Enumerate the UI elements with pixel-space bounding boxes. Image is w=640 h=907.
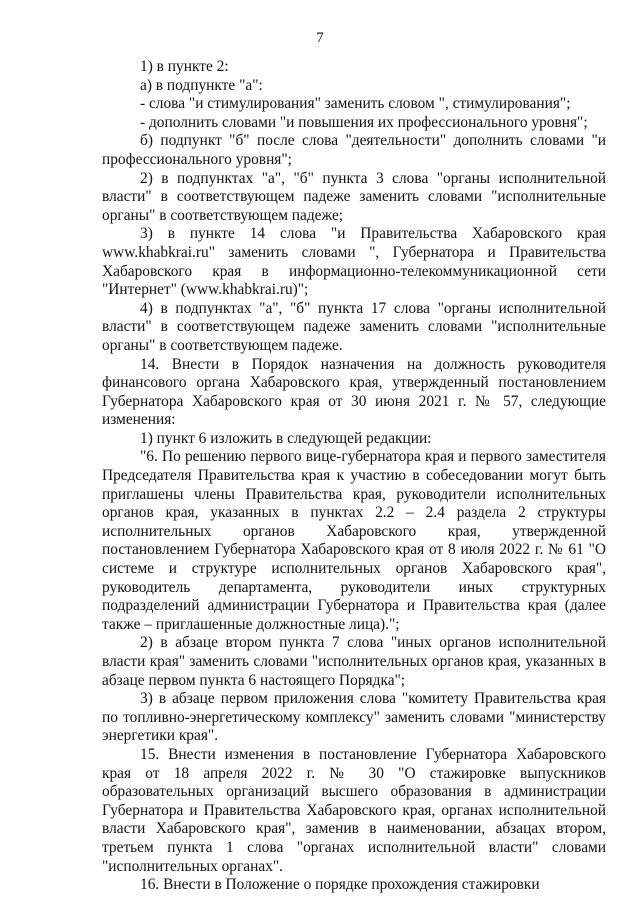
paragraph-9: 14. Внести в Порядок назначения на должность руководителя финансового органа Хабаровского края, утвержденный постановлением Губернатора Хабаровского края от 30 июня 2021 г. № 57, следующие изменения: (102, 355, 606, 429)
paragraph-13: 3) в абзаце первом приложения слова "комитету Правительства края по топливно-энергетическому комплексу" заменить словами "министерству энергетики края". (102, 690, 606, 745)
page-number: 7 (316, 30, 324, 46)
paragraph-10: 1) пункт 6 изложить в следующей редакции: (140, 429, 432, 447)
paragraph-7: 3) в пункте 14 слова "и Правительства Хабаровского края www.khabkrai.ru" заменить словами ", Губернатора и Правительства Хабаровского края в информационно-телекоммуникационной сети "Интернет" (www.khabkrai.ru)"; (102, 225, 606, 299)
paragraph-5: б) подпункт "б" после слова "деятельности" дополнить словами "и профессионального уровня"; (102, 132, 606, 168)
paragraph-8: 4) в подпунктах "а", "б" пункта 17 слова "органы исполнительной власти" в соответствующем падеже заменить словами "исполнительные органы" в соответствующем падеже. (102, 299, 606, 354)
paragraph-1: 1) в пункте 2: (140, 58, 229, 75)
paragraph-3: - слова "и стимулирования" заменить словом ", стимулирования"; (140, 95, 571, 113)
paragraph-14: 15. Внести изменения в постановление Губернатора Хабаровского края от 18 апреля 2022 г. № 30 "О стажировке выпускников образовательных организаций высшего образования в администрации Губернатора и Правительства Хабаровского края, органах исполнительной власти Хабаровского края", заменив в наименовании, абзацах втором, третьем пункта 1 слова "органах исполнительной власти" словами "исполнительных органах". (102, 745, 606, 875)
document-body (102, 58, 606, 895)
paragraph-2: а) в подпункте "а": (140, 76, 263, 94)
paragraph-6: 2) в подпунктах "а", "б" пункта 3 слова "органы исполнительной власти" в соответствующем падеже заменить словами "исполнительные органы" в соответствующем падеже; (102, 169, 606, 224)
paragraph-15: 16. Внести в Положение о порядке прохождения стажировки (140, 876, 540, 894)
paragraph-12: 2) в абзаце втором пункта 7 слова "иных органов исполнительной власти края" заменить словами "исполнительных органов края, указанных в абзаце первом пункта 6 настоящего Порядка"; (102, 634, 606, 689)
paragraph-4: - дополнить словами "и повышения их профессионального уровня"; (140, 113, 588, 131)
paragraph-11: "6. По решению первого вице-губернатора края и первого заместителя Председателя Правительства края к участию в собеседовании могут быть приглашены члены Правительства края, руководители исполнительных органов края, указанных в пунктах 2.2 – 2.4 раздела 2 структуры исполнительных органов Хабаровского края, утвержденной постановлением Губернатора Хабаровского края от 8 июля 2022 г. № 61 "О системе и структуре исполнительных органов Хабаровского края", руководитель департамента, руководители иных структурных подразделений администрации Губернатора и Правительства края (далее также – приглашенные должностные лица)."; (102, 448, 606, 633)
